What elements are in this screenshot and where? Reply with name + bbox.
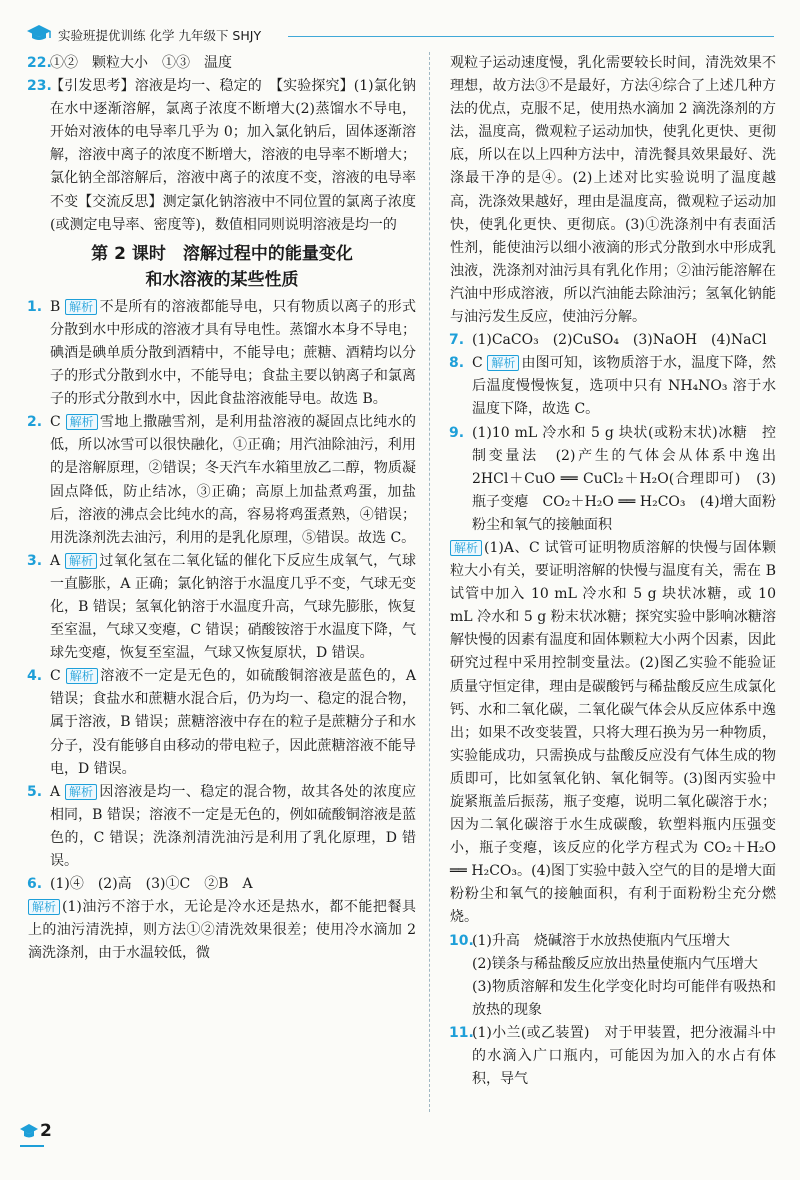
answer-line: (1)升高 烧碱溶于水放热使瓶内气压增大 xyxy=(472,932,730,949)
question-23: 23. 【引发思考】溶液是均一、稳定的 【实验探究】(1)氯化钠在水中逐渐溶解，氯离子浓度不断增大(2)蒸馏水不导电，开始对液体的电导率几乎为 0；加入氯化钠后，固体逐渐溶解，溶液中离子的浓度不断增大，溶液的电导率不断增大；氯化钠全部溶解后，溶液中离子的浓度不变，溶液的电导率不变【交流反思】测定氯化钠溶液中不同位置的氯离子浓度(或测定电导率、密度等)，数值相同则说明溶液是均一的 xyxy=(27,78,416,233)
analysis-tag: 解析 xyxy=(66,414,98,430)
analysis-tag: 解析 xyxy=(66,668,98,684)
question-10: 10. (1)升高 烧碱溶于水放热使瓶内气压增大 (2)镁条与稀盐酸反应放出热量使瓶内气压增大 (3)物质溶解和发生化学变化时均可能伴有吸热和放热的现象 xyxy=(450,930,776,1022)
left-column xyxy=(28,52,416,965)
analysis-text: (1)油污不溶于水，无论是冷水还是热水，都不能把餐具上的油污清洗掉，则方法①②清洗效果很差；使用冷水滴加 2 滴洗涤剂，由于水温较低，微 xyxy=(28,899,416,962)
question-1: 1. B 解析 不是所有的溶液都能导电，只有物质以离子的形式分散到水中形成的溶液才具有导电性。蒸馏水本身不导电；碘酒是碘单质分散到酒精中，不能导电；蔗糖、酒精均以分子的形式分散到水中，不能导电；食盐主要以钠离子和氯离子的形式分散到水中，因此食盐溶液能导电。故选 B。 xyxy=(27,298,417,408)
footer-rule xyxy=(20,1145,44,1147)
answer-text: (1)小兰(或乙装置) 对于甲装置，把分液漏斗中的水滴入广口瓶内，可能因为加入的水占有体积，导气 xyxy=(472,1024,776,1088)
analysis-tag: 解析 xyxy=(487,355,519,371)
answer-choice: A xyxy=(50,552,61,569)
answer-text: ①② 颗粒大小 ①③ 温度 xyxy=(50,55,232,71)
column-divider xyxy=(429,52,430,1112)
question-8: 8. C 解析 由图可知，该物质溶于水，温度下降，然后温度慢慢恢复，选项中只有 NH₄NO₃ 溶于水温度下降，故选 C。 xyxy=(449,355,777,418)
question-7: 7. (1)CaCO₃ (2)CuSO₄ (3)NaOH (4)NaCl xyxy=(449,332,767,349)
page-number: 2 xyxy=(40,1121,52,1141)
answer-choice: C xyxy=(50,668,61,685)
analysis-tag: 解析 xyxy=(65,553,97,569)
answer-choice: A xyxy=(50,783,61,800)
answer-choice: B xyxy=(50,298,61,315)
question-5: 5. A 解析 因溶液是均一、稳定的混合物，故其各处的浓度应相同，B 错误；溶液不一定是无色的，例如硫酸铜溶液是蓝色的，C 错误；洗涤剂清洗油污是利用了乳化原理，D 错误。 xyxy=(27,783,416,869)
lesson-title-line2: 和水溶液的某些性质 xyxy=(145,269,299,290)
answer-text: 【引发思考】溶液是均一、稳定的 【实验探究】(1)氯化钠在水中逐渐溶解，氯离子浓度不断增大(2)蒸馏水不导电，开始对液体的电导率几乎为 0；加入氯化钠后，固体逐渐溶解，溶液中离子的浓度不断增大，溶液的电导率不断增大；氯化钠全部溶解后，溶液中离子的浓度不变，溶液的电导率不变【交流反思】测定氯化钠溶液中不同位置的氯离子浓度(或测定电导率、密度等)，数值相同则说明溶液是均一的 xyxy=(50,78,416,233)
analysis-text: 溶液不一定是无色的，如硫酸铜溶液是蓝色的，A 错误；食盐水和蔗糖水混合后，仍为均一、稳定的混合物，属于溶液，B 错误；蔗糖溶液中存在的粒子是蔗糖分子和水分子，没有能够自由移动的带电粒子，因此蔗糖溶液不能导电，D 错误。 xyxy=(50,668,417,777)
analysis-text: (1)A、C 试管可证明物质溶解的快慢与固体颗粒大小有关，要证明溶解的快慢与温度有关，需在 B 试管中加入 10 mL 冷水和 5 g 块状冰糖，或 10 mL 冷水和 5 g 粉末状冰糖；探究实验中影响冰糖溶解快慢的因素有温度和固体颗粒大小两个因素，因此研究过程中采用控制变量法。(2)图乙实验不能验证质量守恒定律，理由是碳酸钙与稀盐酸反应生成氯化钙、水和二氧化碳，二氧化碳气体会从反应体系中逸出；如果不改变装置，只将大理石换为另一种物质，实验能成功，只需换成与盐酸反应没有气体生成的物质即可，比如氢氧化钠、氧化铜等。(3)图丙实验中旋紧瓶盖后振荡，瓶子变瘪，说明二氧化碳溶于水；因为二氧化碳溶于水生成碳酸，软塑料瓶内压强变小，瓶子变瘪，该反应的化学方程式为 CO₂＋H₂O ══ H₂CO₃。(4)图丁实验中鼓入空气的目的是增大面粉粉尘和氧气的接触面积，有利于面粉粉尘充分燃烧。 xyxy=(450,539,776,926)
lesson-title-line1: 第 2 课时 溶解过程中的能量变化 xyxy=(91,243,353,264)
analysis-tag: 解析 xyxy=(450,540,482,556)
analysis-text: 由图可知，该物质溶于水，温度下降，然后温度慢慢恢复，选项中只有 NH₄NO₃ 溶于水温度下降，故选 C。 xyxy=(472,355,777,418)
answer-text: (1)④ (2)高 (3)①C ②B A xyxy=(50,876,253,893)
graduation-cap-icon xyxy=(20,1123,38,1141)
question-22: 22. ①② 颗粒大小 ①③ 温度 xyxy=(27,55,232,71)
answer-text: (1)10 mL 冷水和 5 g 块状(或粉末状)冰糖 控制变量法 (2)产生的气体会从体系中逸出 2HCl＋CuO ══ CuCl₂＋H₂O(合理即可) (3)瓶子变瘪 CO₂＋H₂O ══ H₂CO₃ (4)增大面粉粉尘和氧气的接触面积 xyxy=(472,424,790,533)
question-6-continued xyxy=(450,52,776,329)
question-3: 3. A 解析 过氧化氢在二氧化锰的催化下反应生成氧气，气球一直膨胀，A 正确；氯化钠溶于水温度几乎不变，气球无变化，B 错误；氢氧化钠溶于水温度升高，气球先膨胀，恢复至室温，气球又变瘪，C 错误；硝酸铵溶于水温度下降，气球先变瘪，恢复至室温，气球又恢复原状，D 错误。 xyxy=(27,552,416,662)
analysis-text: 过氧化氢在二氧化锰的催化下反应生成氧气，气球一直膨胀，A 正确；氯化钠溶于水温度几乎不变，气球无变化，B 错误；氢氧化钠溶于水温度升高，气球先膨胀，恢复至室温，气球又变瘪，C 错误；硝酸铵溶于水温度下降，气球先变瘪，恢复至室温，气球又恢复原状，D 错误。 xyxy=(50,552,416,662)
graduation-cap-icon xyxy=(26,24,52,42)
analysis-text: 观粒子运动速度慢，乳化需要较长时间，清洗效果不理想，故方法③不是最好，方法④综合了上述几种方法的优点，克服不足，使用热水滴加 2 滴洗涤剂的方法，温度高，微观粒子运动加快，使乳化更快、更彻底，所以在以上四种方法中，清洗餐具效果最好、洗涤最干净的是④。(2)上述对比实验说明了温度越高，洗涤效果越好，理由是温度高，微观粒子运动加快，使乳化更快、更彻底。(3)①洗涤剂中有表面活性剂，能使油污以细小液滴的形式分散到水中形成乳浊液，洗涤剂对油污具有乳化作用；②油污能溶解在汽油中形成溶液，所以汽油能去除油污；氢氧化钠能与油污发生反应，使油污分解。 xyxy=(450,55,776,326)
analysis-text: 不是所有的溶液都能导电，只有物质以离子的形式分散到水中形成的溶液才具有导电性。蒸馏水本身不导电；碘酒是碘单质分散到酒精中，不能导电；蔗糖、酒精均以分子的形式分散到水中，不能导电；食盐主要以钠离子和氯离子的形式分散到水中，因此食盐溶液能导电。故选 B。 xyxy=(50,298,417,408)
analysis-tag: 解析 xyxy=(65,784,97,800)
lesson-title xyxy=(28,241,416,293)
analysis-text: 雪地上撒融雪剂，是利用盐溶液的凝固点比纯水的低，所以冰雪可以很快融化，①正确；用汽油除油污，利用的是溶解原理，②错误；冬天汽车水箱里放乙二醇，物质凝固点降低，防止结冰，③正确；高原上加盐煮鸡蛋，加盐后，溶液的沸点会比纯水的高，容易将鸡蛋煮熟，④错误；用洗涤剂洗去油污，利用的是乳化原理，⑤错误。故选 C。 xyxy=(50,414,417,546)
question-9: 9. (1)10 mL 冷水和 5 g 块状(或粉末状)冰糖 控制变量法 (2)产生的气体会从体系中逸出 2HCl＋CuO ══ CuCl₂＋H₂O(合理即可) (3)瓶子变瘪 CO₂＋H₂O ══ H₂CO₃ (4)增大面粉粉尘和氧气的接触面积 解析 (1)A、C 试管可证明物质溶解的快慢与固体颗粒大小有关，要证明溶解的快慢与温度有关，需在 B 试管中加入 10 mL 冷水和 5 g 块状冰糖，或 10 mL 冷水和 5 g 粉末状冰糖；探究实验中影响冰糖溶解快慢的因素有温度和固体颗粒大小两个因素，因此研究过程中采用控制变量法。(2)图乙实验不能验证质量守恒定律，理由是碳酸钙与稀盐酸反应生成氯化钙、水和二氧化碳，二氧化碳气体会从反应体系中逸出；如果不改变装置，只将大理石换为另一种物质，实验能成功，只需换成与盐酸反应没有气体生成的物质即可，比如氢氧化钠、氧化铜等。(3)图丙实验中旋紧瓶盖后振荡，瓶子变瘪，说明二氧化碳溶于水；因为二氧化碳溶于水生成碳酸，软塑料瓶内压强变小，瓶子变瘪，该反应的化学方程式为 CO₂＋H₂O ══ H₂CO₃。(4)图丁实验中鼓入空气的目的是增大面粉粉尘和氧气的接触面积，有利于面粉粉尘充分燃烧。 xyxy=(449,424,790,926)
answer-choice: C xyxy=(472,355,483,372)
question-6: 6. (1)④ (2)高 (3)①C ②B A 解析 (1)油污不溶于水，无论是冷水还是热水，都不能把餐具上的油污清洗掉，则方法①②清洗效果很差；使用冷水滴加 2 滴洗涤剂，由于水温较低，微 xyxy=(27,876,416,962)
question-11: 11. (1)小兰(或乙装置) 对于甲装置，把分液漏斗中的水滴入广口瓶内，可能因为加入的水占有体积，导气 xyxy=(449,1024,776,1088)
question-4: 4. C 解析 溶液不一定是无色的，如硫酸铜溶液是蓝色的，A 错误；食盐水和蔗糖水混合后，仍为均一、稳定的混合物，属于溶液，B 错误；蔗糖溶液中存在的粒子是蔗糖分子和水分子，没有能够自由移动的带电粒子，因此蔗糖溶液不能导电，D 错误。 xyxy=(27,668,417,777)
page-header xyxy=(26,24,774,46)
header-rule xyxy=(288,36,774,37)
header-title: 实验班提优训练 化学 九年级下 SHJY xyxy=(58,28,262,43)
analysis-tag: 解析 xyxy=(28,899,60,915)
analysis-text: 因溶液是均一、稳定的混合物，故其各处的浓度应相同，B 错误；溶液不一定是无色的，例如硫酸铜溶液是蓝色的，C 错误；洗涤剂清洗油污是利用了乳化原理，D 错误。 xyxy=(50,783,416,869)
answer-line: (2)镁条与稀盐酸反应放出热量使瓶内气压增大 xyxy=(472,955,758,972)
right-column xyxy=(449,52,790,1091)
answer-line: (3)物质溶解和发生化学变化时均可能伴有吸热和放热的现象 xyxy=(472,978,776,1018)
answer-choice: C xyxy=(50,414,61,431)
question-2: 2. C 解析 雪地上撒融雪剂，是利用盐溶液的凝固点比纯水的低，所以冰雪可以很快融化，①正确；用汽油除油污，利用的是溶解原理，②错误；冬天汽车水箱里放乙二醇，物质凝固点降低，防止结冰，③正确；高原上加盐煮鸡蛋，加盐后，溶液的沸点会比纯水的高，容易将鸡蛋煮熟，④错误；用洗涤剂洗去油污，利用的是乳化原理，⑤错误。故选 C。 xyxy=(27,414,417,546)
answer-text: (1)CaCO₃ (2)CuSO₄ (3)NaOH (4)NaCl xyxy=(472,332,767,349)
analysis-tag: 解析 xyxy=(65,299,97,315)
